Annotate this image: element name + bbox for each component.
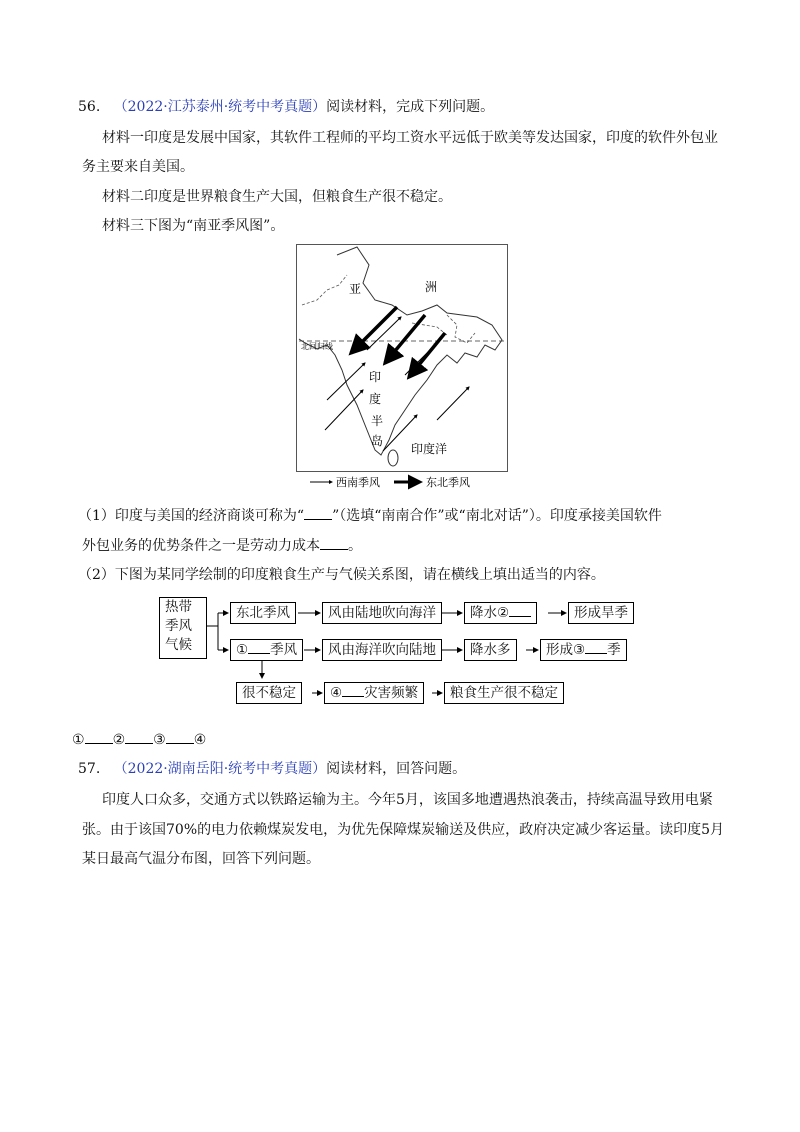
subquestion-2: （2）下图为某同学绘制的印度粮食生产与气候关系图，请在横线上填出适当的内容。 [78,567,605,583]
dry-season-box: 形成旱季 [568,602,634,624]
material-1-line-2: 务主要来自美国。 [82,159,194,175]
q57-paragraph-line-1: 印度人口众多，交通方式以铁路运输为主。今年5月，该国多地遭遇热浪袭击，持续高温导致用电紧 [102,792,713,808]
legend-sw-label: 西南季风 [336,476,380,489]
answer-blank[interactable] [166,731,194,744]
question-source: （2022·湖南岳阳·统考中考真题） [113,761,327,777]
q57-paragraph-line-2: 张。由于该国70%的电力依赖煤炭发电，为优先保障煤炭输送及供应，政府决定减少客运量。读印度5月 [82,822,725,838]
map-label-ocean: 印度洋 [411,442,448,456]
climate-line: 气候 [165,637,192,653]
answer-line [72,730,206,750]
question-57-header [78,759,466,779]
map-label-yin: 印 [369,370,382,384]
question-number: 56. [78,99,101,115]
climate-line: 热带 [165,599,192,615]
map-label-ya: 亚 [349,282,362,296]
disaster-suffix: 灾害频繁 [364,685,419,701]
material-2: 材料二印度是世界粮食生产大国，但粮食生产很不稳定。 [102,189,452,205]
answer-blank[interactable] [125,731,153,744]
monsoon-1-suffix: 季风 [270,642,298,658]
monsoon-1-box [230,639,303,661]
map-label-dao: 岛 [371,434,384,448]
monsoon-1-label: ① [236,642,249,658]
question-source: （2022·江苏泰州·统考中考真题） [113,99,327,115]
question-number: 57. [78,761,101,777]
q57-paragraph-line-3: 某日最高气温分布图，回答下列问题。 [82,851,320,867]
legend-ne-label: 东北季风 [426,476,470,489]
climate-box [159,597,207,659]
grain-unstable-box: 粮食生产很不稳定 [444,682,564,704]
sub1-text-b: ”（选填“南南合作”或“南北对话”）。印度承接美国软件 [332,508,662,524]
disaster-label: ④ [330,685,343,701]
unstable-box: 很不稳定 [236,682,302,704]
map-label-tropic: 北回归线 [301,342,333,351]
answer-marker: ③ [153,732,166,748]
form-3-suffix: 季 [607,642,621,658]
map-label-ban: 半 [371,414,384,428]
answer-blank-3[interactable] [585,641,607,654]
answer-blank-4[interactable] [342,684,364,697]
map-label-du: 度 [369,392,382,406]
disaster-box [324,682,424,704]
ne-monsoon-box: 东北季风 [230,602,296,624]
form-3-label: 形成③ [546,642,586,658]
map-label-zhou: 洲 [425,280,438,294]
land-to-sea-box: 风由陆地吹向海洋 [322,602,442,624]
question-prompt: 阅读材料，回答问题。 [326,761,467,777]
answer-marker: ④ [193,732,207,748]
sub1-text-c: 外包业务的优势条件之一是劳动力成本 [82,538,320,554]
sub1-text-d: 。 [348,538,362,554]
answer-blank[interactable] [85,731,113,744]
climate-line: 季风 [165,618,192,634]
sub1-text-a: （1）印度与美国的经济商谈可称为“ [78,508,305,524]
question-prompt: 阅读材料，完成下列问题。 [326,99,495,115]
answer-blank-1[interactable] [248,641,270,654]
rain-more-box: 降水多 [464,639,517,661]
sea-to-land-box: 风由海洋吹向陆地 [322,639,442,661]
material-1-line-1: 材料一印度是发展中国家，其软件工程师的平均工资水平远低于欧美等发达国家，印度的软件外包业 [102,130,718,146]
answer-blank-2[interactable] [509,604,531,617]
form-3-box [540,639,627,661]
rain-2-box [464,602,537,624]
answer-marker: ① [72,732,85,748]
answer-marker: ② [112,732,126,748]
rain-2-label: 降水② [470,605,510,621]
material-3: 材料三下图为“南亚季风图”。 [102,218,285,234]
